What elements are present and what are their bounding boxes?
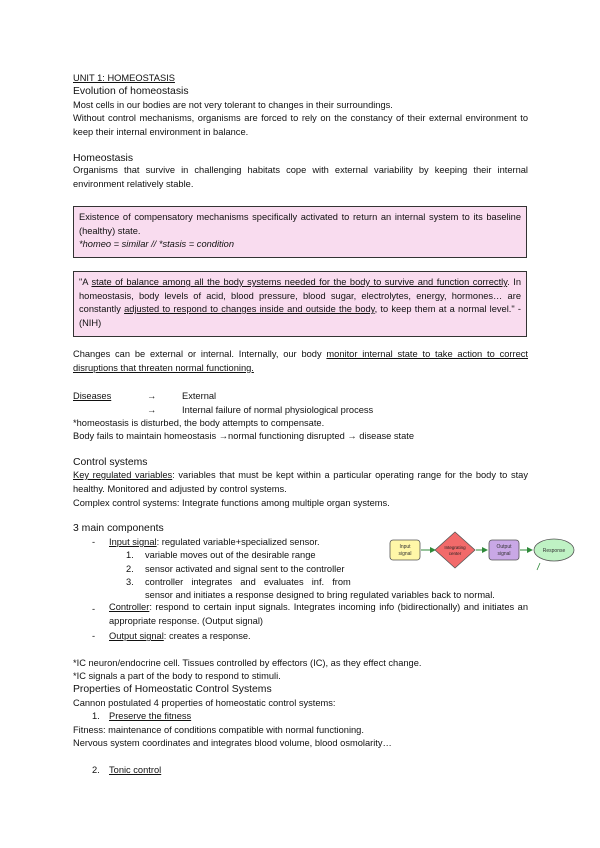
control-heading: Control systems xyxy=(73,457,148,468)
property-number: 1. xyxy=(92,711,100,721)
output-signal-node-label: signal xyxy=(497,551,511,557)
sub-item-text: variable moves out of the desirable range xyxy=(145,550,316,560)
definition-text: Existence of compensatory mechanisms specifically activated to return an internal system to its baseline (healthy) state. xyxy=(79,212,521,236)
arrow-icon: → xyxy=(147,405,157,415)
diseases-note2: Body fails to maintain homeostasis →normal functioning disrupted → disease state xyxy=(73,431,415,441)
integrating-center-label: Integrating xyxy=(444,545,466,550)
evolution-heading: Evolution of homeostasis xyxy=(73,86,189,97)
changes-paragraph: Changes can be external or internal. Internally, our body monitor internal state to take action to correct disruptions that threaten normal functioning. xyxy=(73,349,529,373)
output-signal-node xyxy=(489,540,519,560)
sub-item-continuation: sensor and initiates a response designed to bring regulated variables back to normal. xyxy=(145,590,495,600)
etymology-note: *homeo = similar // *stasis = condition xyxy=(79,239,235,249)
input-signal-node xyxy=(390,540,420,560)
sub-item-text: controller integrates and evaluates inf. from xyxy=(145,577,351,587)
internal-cause: Internal failure of normal physiological process xyxy=(182,405,374,415)
cannon-line: Cannon postulated 4 properties of homeostatic control systems: xyxy=(73,698,336,708)
homeostasis-paragraph: Organisms that survive in challenging habitats cope with external variability by keeping their internal environment relatively stable. xyxy=(73,165,528,189)
components-heading: 3 main components xyxy=(73,523,164,534)
integrating-center-node xyxy=(435,532,475,568)
external-cause: External xyxy=(182,391,217,401)
complex-control-line: Complex control systems: Integrate functions among multiple organ systems. xyxy=(73,498,390,508)
evolution-paragraph: Without control mechanisms, organisms are forced to rely on the constancy of their external environment to keep their internal environment in balance. xyxy=(73,113,528,137)
bullet-dash: - xyxy=(92,631,96,641)
nih-quote: "A state of balance among all the body systems needed for the body to survive and function correctly. In homeostasis, body levels of acid, blood pressure, blood sugar, electrolytes, energy, hormones… are constantly adjusted to respond to changes inside and outside the body, to keep them at a normal level." - (NIH) xyxy=(79,277,522,328)
ic-note1: *IC neuron/endocrine cell. Tissues controlled by effectors (IC), as they effect change. xyxy=(73,658,422,668)
key-variables-paragraph: Key regulated variables: variables that must be kept within a particular operating range for the body to stay healthy. Monitored and adjusted by control systems. xyxy=(73,470,528,494)
input-signal-item: Input signal: regulated variable+specialized sensor. xyxy=(109,537,320,547)
bullet-dash: - xyxy=(92,604,96,614)
integrating-center-label: center xyxy=(448,551,462,556)
diseases-label: Diseases xyxy=(73,391,112,401)
sub-item-text: sensor activated and signal sent to the controller xyxy=(145,564,345,574)
property-preserve-fitness: Preserve the fitness xyxy=(109,711,192,721)
input-signal-node-label: Input xyxy=(399,544,411,550)
arrow-icon: → xyxy=(147,391,157,401)
definition-box xyxy=(73,206,527,258)
properties-heading: Properties of Homeostatic Control Systems xyxy=(73,684,272,695)
control-loop-diagram xyxy=(385,530,580,575)
sub-item-number: 2. xyxy=(126,564,134,574)
homeostasis-heading: Homeostasis xyxy=(73,153,134,164)
feedback-tick-icon xyxy=(537,563,540,570)
property-tonic-control: Tonic control xyxy=(109,765,162,775)
diseases-note1: *homeostasis is disturbed, the body attempts to compensate. xyxy=(73,418,325,428)
evolution-line1: Most cells in our bodies are not very tolerant to changes in their surroundings. xyxy=(73,100,393,110)
controller-item: Controller: respond to certain input signals. Integrates incoming info (bidirectionally) and initiates an appropriate response. (Output signal) xyxy=(109,602,528,626)
sub-item-number: 3. xyxy=(126,577,134,587)
response-node-label: Response xyxy=(542,548,566,554)
fitness-line: Fitness: maintenance of conditions compatible with normal functioning. xyxy=(73,725,364,735)
property-number: 2. xyxy=(92,765,100,775)
output-signal-item: Output signal: creates a response. xyxy=(109,631,251,641)
input-signal-node-label: signal xyxy=(398,551,412,557)
unit-title: UNIT 1: HOMEOSTASIS xyxy=(73,73,175,83)
sub-item-number: 1. xyxy=(126,550,134,560)
nervous-line: Nervous system coordinates and integrates blood volume, blood osmolarity… xyxy=(73,738,392,748)
ic-note2: *IC signals a part of the body to respond to stimuli. xyxy=(73,671,281,681)
bullet-dash: - xyxy=(92,537,96,547)
nih-quote-box xyxy=(73,271,527,337)
output-signal-node-label: Output xyxy=(496,544,512,550)
